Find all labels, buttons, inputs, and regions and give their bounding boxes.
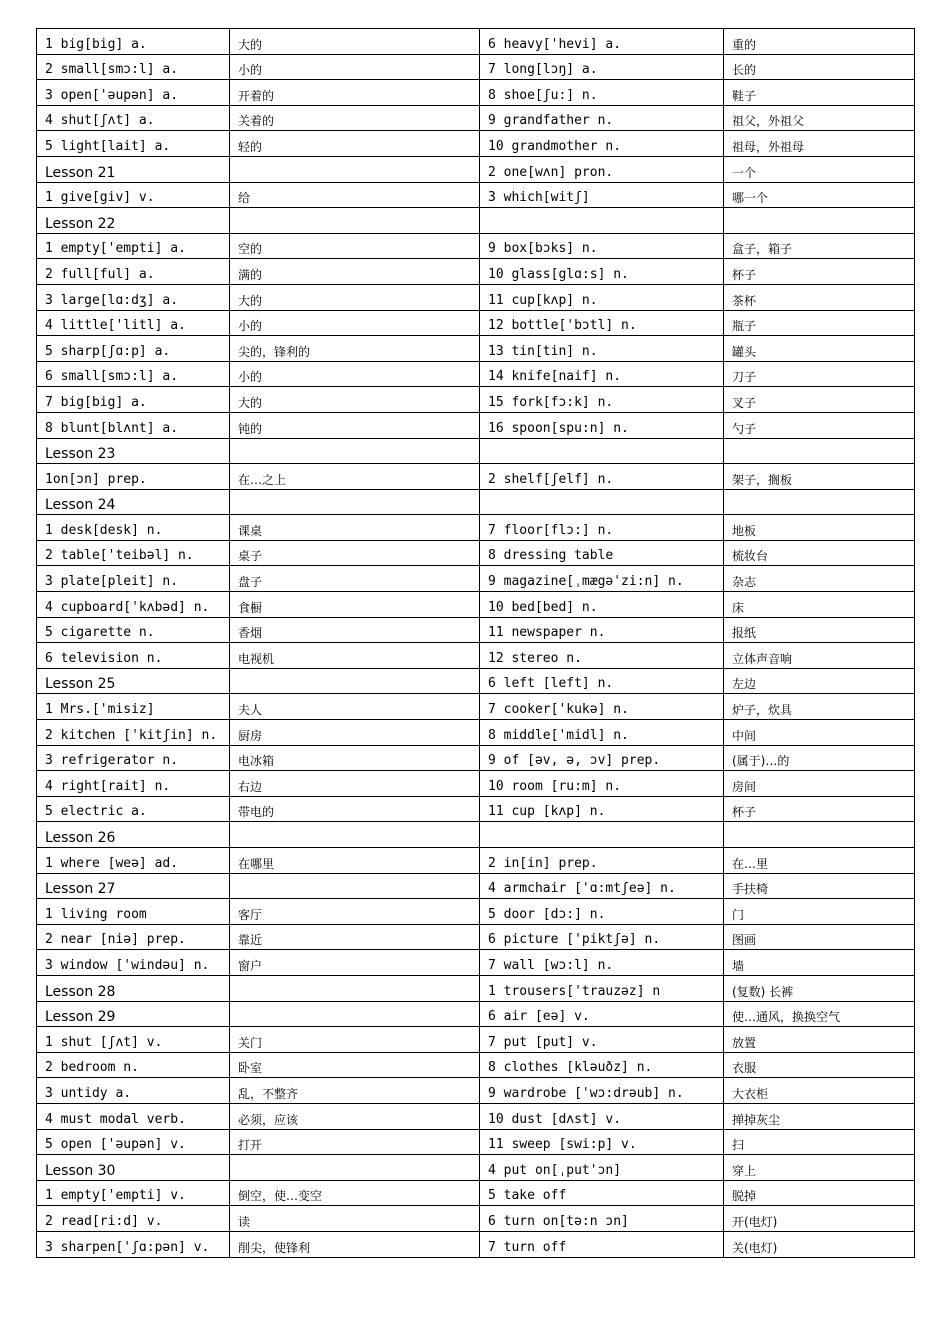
chinese-meaning-cell: 杂志	[724, 566, 915, 592]
chinese-meaning-cell	[230, 1155, 480, 1181]
english-word-cell: 4 right[rait] n.	[37, 771, 230, 797]
table-row	[37, 1231, 915, 1257]
english-word-cell: 2 near [niə] prep.	[37, 924, 230, 950]
chinese-meaning-cell: 打开	[230, 1129, 480, 1155]
english-word-cell: 8 middle['midl] n.	[480, 720, 724, 746]
table-row	[37, 720, 915, 746]
table-row	[37, 259, 915, 285]
table-row	[37, 54, 915, 80]
chinese-meaning-cell: 关(电灯)	[724, 1231, 915, 1257]
table-row	[37, 29, 915, 55]
chinese-meaning-cell	[724, 438, 915, 464]
english-word-cell: 11 sweep [swi:p] v.	[480, 1129, 724, 1155]
english-word-cell: 1 give[giv] v.	[37, 182, 230, 208]
english-word-cell: 8 blunt[blʌnt] a.	[37, 412, 230, 438]
chinese-meaning-cell: 开着的	[230, 80, 480, 106]
table-row	[37, 668, 915, 694]
table-row	[37, 975, 915, 1001]
chinese-meaning-cell: 食橱	[230, 592, 480, 618]
table-row	[37, 1052, 915, 1078]
table-row	[37, 105, 915, 131]
table-row	[37, 1129, 915, 1155]
english-word-cell: 15 fork[fɔ:k] n.	[480, 387, 724, 413]
english-word-cell: 9 box[bɔks] n.	[480, 233, 724, 259]
english-word-cell: 3 refrigerator n.	[37, 745, 230, 771]
table-row	[37, 1027, 915, 1053]
table-row	[37, 643, 915, 669]
chinese-meaning-cell: 图画	[724, 924, 915, 950]
english-word-cell: 3 open['əupən] a.	[37, 80, 230, 106]
table-row	[37, 566, 915, 592]
chinese-meaning-cell: 在…里	[724, 848, 915, 874]
chinese-meaning-cell: (复数) 长裤	[724, 975, 915, 1001]
english-word-cell: 6 heavy['hevi] a.	[480, 29, 724, 55]
chinese-meaning-cell: (属于)…的	[724, 745, 915, 771]
chinese-meaning-cell: 炉子，炊具	[724, 694, 915, 720]
english-word-cell: 6 picture ['piktʃə] n.	[480, 924, 724, 950]
english-word-cell: 1 shut [ʃʌt] v.	[37, 1027, 230, 1053]
english-word-cell: 3 window ['windəu] n.	[37, 950, 230, 976]
chinese-meaning-cell: 大的	[230, 387, 480, 413]
chinese-meaning-cell: 杯子	[724, 796, 915, 822]
english-word-cell	[480, 208, 724, 234]
chinese-meaning-cell	[230, 822, 480, 848]
table-row	[37, 592, 915, 618]
lesson-heading: Lesson 29	[37, 1001, 230, 1027]
table-row	[37, 924, 915, 950]
english-word-cell: 3 untidy a.	[37, 1078, 230, 1104]
chinese-meaning-cell	[724, 489, 915, 515]
chinese-meaning-cell: 右边	[230, 771, 480, 797]
english-word-cell: 2 read[ri:d] v.	[37, 1206, 230, 1232]
english-word-cell	[480, 822, 724, 848]
english-word-cell: 9 magazine[ˌmægə'zi:n] n.	[480, 566, 724, 592]
chinese-meaning-cell: 地板	[724, 515, 915, 541]
chinese-meaning-cell	[230, 489, 480, 515]
chinese-meaning-cell: 一个	[724, 156, 915, 182]
english-word-cell: 1 where [weə] ad.	[37, 848, 230, 874]
table-row	[37, 822, 915, 848]
chinese-meaning-cell: 开(电灯)	[724, 1206, 915, 1232]
chinese-meaning-cell: 床	[724, 592, 915, 618]
lesson-heading: Lesson 27	[37, 873, 230, 899]
table-row	[37, 515, 915, 541]
table-row	[37, 950, 915, 976]
english-word-cell: 4 must modal verb.	[37, 1103, 230, 1129]
english-word-cell: 4 cupboard['kʌbəd] n.	[37, 592, 230, 618]
chinese-meaning-cell: 大的	[230, 284, 480, 310]
english-word-cell: 11 cup[kʌp] n.	[480, 284, 724, 310]
english-word-cell: 1 empty['empti] v.	[37, 1180, 230, 1206]
english-word-cell: 9 wardrobe ['wɔ:drəub] n.	[480, 1078, 724, 1104]
chinese-meaning-cell: 报纸	[724, 617, 915, 643]
chinese-meaning-cell: 扫	[724, 1129, 915, 1155]
english-word-cell: 4 put on[ˌput'ɔn]	[480, 1155, 724, 1181]
english-word-cell: 3 large[lɑ:dʒ] a.	[37, 284, 230, 310]
english-word-cell: 2 one[wʌn] pron.	[480, 156, 724, 182]
chinese-meaning-cell	[230, 873, 480, 899]
chinese-meaning-cell: 读	[230, 1206, 480, 1232]
chinese-meaning-cell	[724, 822, 915, 848]
chinese-meaning-cell: 香烟	[230, 617, 480, 643]
english-word-cell: 5 open ['əupən] v.	[37, 1129, 230, 1155]
english-word-cell: 10 room [ru:m] n.	[480, 771, 724, 797]
chinese-meaning-cell	[230, 208, 480, 234]
chinese-meaning-cell: 客厅	[230, 899, 480, 925]
english-word-cell: 1 empty['empti] a.	[37, 233, 230, 259]
chinese-meaning-cell: 罐头	[724, 336, 915, 362]
table-row	[37, 1078, 915, 1104]
chinese-meaning-cell: 架子，搁板	[724, 464, 915, 490]
english-word-cell: 2 bedroom n.	[37, 1052, 230, 1078]
table-row	[37, 156, 915, 182]
english-word-cell: 2 full[ful] a.	[37, 259, 230, 285]
table-row	[37, 745, 915, 771]
english-word-cell: 13 tin[tin] n.	[480, 336, 724, 362]
chinese-meaning-cell: 尖的，锋利的	[230, 336, 480, 362]
english-word-cell: 9 grandfather n.	[480, 105, 724, 131]
chinese-meaning-cell: 桌子	[230, 540, 480, 566]
table-row	[37, 873, 915, 899]
english-word-cell: 1 Mrs.['misiz]	[37, 694, 230, 720]
table-row	[37, 208, 915, 234]
chinese-meaning-cell: 祖父，外祖父	[724, 105, 915, 131]
english-word-cell: 14 knife[naif] n.	[480, 361, 724, 387]
chinese-meaning-cell: 电冰箱	[230, 745, 480, 771]
english-word-cell: 1 desk[desk] n.	[37, 515, 230, 541]
table-row	[37, 438, 915, 464]
chinese-meaning-cell: 空的	[230, 233, 480, 259]
table-row	[37, 694, 915, 720]
chinese-meaning-cell: 中间	[724, 720, 915, 746]
chinese-meaning-cell: 电视机	[230, 643, 480, 669]
english-word-cell: 7 wall [wɔ:l] n.	[480, 950, 724, 976]
chinese-meaning-cell: 使…通风，换换空气	[724, 1001, 915, 1027]
lesson-heading: Lesson 24	[37, 489, 230, 515]
chinese-meaning-cell	[230, 156, 480, 182]
chinese-meaning-cell	[230, 1001, 480, 1027]
chinese-meaning-cell: 哪一个	[724, 182, 915, 208]
chinese-meaning-cell: 茶杯	[724, 284, 915, 310]
chinese-meaning-cell: 轻的	[230, 131, 480, 157]
chinese-meaning-cell: 小的	[230, 54, 480, 80]
chinese-meaning-cell: 房间	[724, 771, 915, 797]
chinese-meaning-cell: 衣服	[724, 1052, 915, 1078]
chinese-meaning-cell: 关着的	[230, 105, 480, 131]
table-row	[37, 233, 915, 259]
table-row	[37, 412, 915, 438]
english-word-cell: 2 kitchen ['kitʃin] n.	[37, 720, 230, 746]
chinese-meaning-cell	[230, 668, 480, 694]
english-word-cell: 2 table['teibəl] n.	[37, 540, 230, 566]
chinese-meaning-cell: 在哪里	[230, 848, 480, 874]
table-row	[37, 336, 915, 362]
chinese-meaning-cell: 杯子	[724, 259, 915, 285]
english-word-cell	[480, 438, 724, 464]
chinese-meaning-cell: 大的	[230, 29, 480, 55]
chinese-meaning-cell: 乱，不整齐	[230, 1078, 480, 1104]
english-word-cell: 10 dust [dʌst] v.	[480, 1103, 724, 1129]
chinese-meaning-cell: 小的	[230, 361, 480, 387]
english-word-cell: 6 small[smɔ:l] a.	[37, 361, 230, 387]
chinese-meaning-cell: 刀子	[724, 361, 915, 387]
chinese-meaning-cell: 立体声音响	[724, 643, 915, 669]
english-word-cell: 8 clothes [kləuðz] n.	[480, 1052, 724, 1078]
english-word-cell: 4 little['litl] a.	[37, 310, 230, 336]
table-row	[37, 284, 915, 310]
lesson-heading: Lesson 21	[37, 156, 230, 182]
english-word-cell: 10 bed[bed] n.	[480, 592, 724, 618]
english-word-cell: 5 sharp[ʃɑ:p] a.	[37, 336, 230, 362]
chinese-meaning-cell	[230, 438, 480, 464]
chinese-meaning-cell: 小的	[230, 310, 480, 336]
english-word-cell: 7 long[lɔŋ] a.	[480, 54, 724, 80]
chinese-meaning-cell: 削尖，使锋利	[230, 1231, 480, 1257]
lesson-heading: Lesson 22	[37, 208, 230, 234]
chinese-meaning-cell: 满的	[230, 259, 480, 285]
table-row	[37, 540, 915, 566]
english-word-cell: 8 dressing table	[480, 540, 724, 566]
chinese-meaning-cell: 瓶子	[724, 310, 915, 336]
english-word-cell: 3 plate[pleit] n.	[37, 566, 230, 592]
english-word-cell: 8 shoe[ʃu:] n.	[480, 80, 724, 106]
chinese-meaning-cell: 大衣柜	[724, 1078, 915, 1104]
english-word-cell	[480, 489, 724, 515]
chinese-meaning-cell: 夫人	[230, 694, 480, 720]
english-word-cell: 4 armchair ['ɑ:mtʃeə] n.	[480, 873, 724, 899]
table-row	[37, 617, 915, 643]
english-word-cell: 11 newspaper n.	[480, 617, 724, 643]
table-row	[37, 489, 915, 515]
english-word-cell: 3 which[witʃ]	[480, 182, 724, 208]
chinese-meaning-cell	[230, 975, 480, 1001]
chinese-meaning-cell: 卧室	[230, 1052, 480, 1078]
chinese-meaning-cell: 门	[724, 899, 915, 925]
table-row	[37, 1180, 915, 1206]
chinese-meaning-cell: 在…之上	[230, 464, 480, 490]
english-word-cell: 5 cigarette n.	[37, 617, 230, 643]
english-word-cell: 11 cup [kʌp] n.	[480, 796, 724, 822]
chinese-meaning-cell: 倒空，使…变空	[230, 1180, 480, 1206]
english-word-cell: 6 air [eə] v.	[480, 1001, 724, 1027]
chinese-meaning-cell: 勺子	[724, 412, 915, 438]
english-word-cell: 2 in[in] prep.	[480, 848, 724, 874]
english-word-cell: 9 of [əv, ə, ɔv] prep.	[480, 745, 724, 771]
chinese-meaning-cell: 鞋子	[724, 80, 915, 106]
lesson-heading: Lesson 26	[37, 822, 230, 848]
chinese-meaning-cell: 课桌	[230, 515, 480, 541]
english-word-cell: 7 turn off	[480, 1231, 724, 1257]
chinese-meaning-cell: 左边	[724, 668, 915, 694]
chinese-meaning-cell: 墙	[724, 950, 915, 976]
english-word-cell: 10 grandmother n.	[480, 131, 724, 157]
english-word-cell: 1 living room	[37, 899, 230, 925]
table-row	[37, 1206, 915, 1232]
table-row	[37, 796, 915, 822]
chinese-meaning-cell: 祖母，外祖母	[724, 131, 915, 157]
english-word-cell: 5 take off	[480, 1180, 724, 1206]
chinese-meaning-cell: 手扶椅	[724, 873, 915, 899]
table-row	[37, 361, 915, 387]
lesson-heading: Lesson 23	[37, 438, 230, 464]
english-word-cell: 7 big[big] a.	[37, 387, 230, 413]
chinese-meaning-cell: 必须，应该	[230, 1103, 480, 1129]
english-word-cell: 7 floor[flɔ:] n.	[480, 515, 724, 541]
english-word-cell: 4 shut[ʃʌt] a.	[37, 105, 230, 131]
chinese-meaning-cell: 掸掉灰尘	[724, 1103, 915, 1129]
english-word-cell: 3 sharpen['ʃɑ:pən] v.	[37, 1231, 230, 1257]
english-word-cell: 1 big[big] a.	[37, 29, 230, 55]
english-word-cell: 6 left [left] n.	[480, 668, 724, 694]
english-word-cell: 5 door [dɔ:] n.	[480, 899, 724, 925]
chinese-meaning-cell: 梳妆台	[724, 540, 915, 566]
chinese-meaning-cell: 给	[230, 182, 480, 208]
vocabulary-table-body	[37, 29, 915, 1258]
table-row	[37, 1103, 915, 1129]
chinese-meaning-cell	[724, 208, 915, 234]
table-row	[37, 848, 915, 874]
table-row	[37, 899, 915, 925]
english-word-cell: 12 stereo n.	[480, 643, 724, 669]
english-word-cell: 7 cooker['kukə] n.	[480, 694, 724, 720]
table-row	[37, 1001, 915, 1027]
table-row	[37, 387, 915, 413]
chinese-meaning-cell: 放置	[724, 1027, 915, 1053]
chinese-meaning-cell: 靠近	[230, 924, 480, 950]
english-word-cell: 1 trousers['trauzəz] n	[480, 975, 724, 1001]
english-word-cell: 5 electric a.	[37, 796, 230, 822]
chinese-meaning-cell: 重的	[724, 29, 915, 55]
english-word-cell: 5 light[lait] a.	[37, 131, 230, 157]
table-row	[37, 310, 915, 336]
chinese-meaning-cell: 叉子	[724, 387, 915, 413]
lesson-heading: Lesson 28	[37, 975, 230, 1001]
lesson-heading: Lesson 25	[37, 668, 230, 694]
chinese-meaning-cell: 长的	[724, 54, 915, 80]
chinese-meaning-cell: 窗户	[230, 950, 480, 976]
chinese-meaning-cell: 钝的	[230, 412, 480, 438]
english-word-cell: 2 shelf[ʃelf] n.	[480, 464, 724, 490]
table-row	[37, 1155, 915, 1181]
table-row	[37, 464, 915, 490]
lesson-heading: Lesson 30	[37, 1155, 230, 1181]
english-word-cell: 12 bottle['bɔtl] n.	[480, 310, 724, 336]
table-row	[37, 131, 915, 157]
table-row	[37, 182, 915, 208]
chinese-meaning-cell: 穿上	[724, 1155, 915, 1181]
chinese-meaning-cell: 盘子	[230, 566, 480, 592]
chinese-meaning-cell: 厨房	[230, 720, 480, 746]
english-word-cell: 6 television n.	[37, 643, 230, 669]
chinese-meaning-cell: 关门	[230, 1027, 480, 1053]
table-row	[37, 771, 915, 797]
chinese-meaning-cell: 带电的	[230, 796, 480, 822]
english-word-cell: 7 put [put] v.	[480, 1027, 724, 1053]
chinese-meaning-cell: 盒子，箱子	[724, 233, 915, 259]
english-word-cell: 1on[ɔn] prep.	[37, 464, 230, 490]
vocabulary-table	[36, 28, 915, 1258]
english-word-cell: 16 spoon[spu:n] n.	[480, 412, 724, 438]
english-word-cell: 2 small[smɔ:l] a.	[37, 54, 230, 80]
chinese-meaning-cell: 脱掉	[724, 1180, 915, 1206]
english-word-cell: 10 glass[glɑ:s] n.	[480, 259, 724, 285]
english-word-cell: 6 turn on[tə:n ɔn]	[480, 1206, 724, 1232]
table-row	[37, 80, 915, 106]
